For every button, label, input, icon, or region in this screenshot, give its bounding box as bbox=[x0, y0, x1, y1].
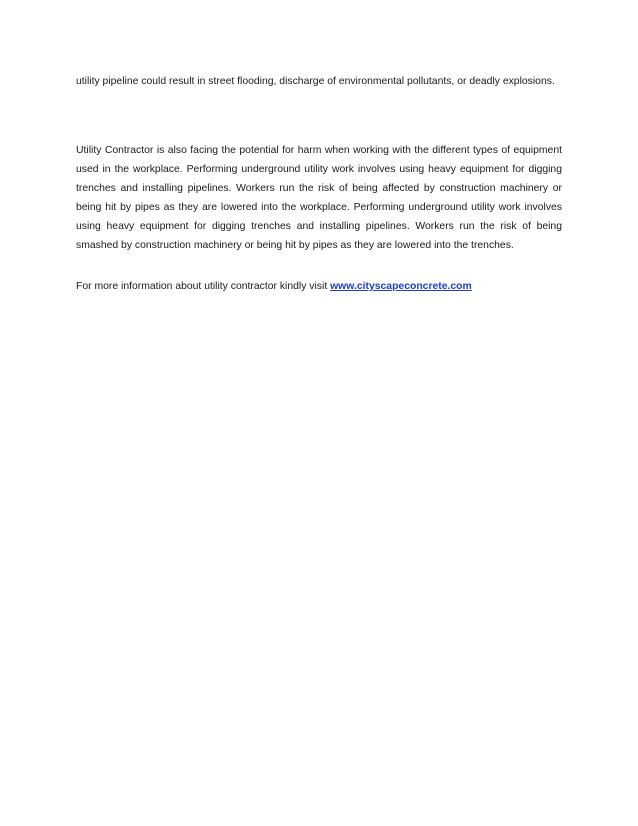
website-link[interactable]: www.cityscapeconcrete.com bbox=[330, 281, 472, 292]
more-info-line bbox=[76, 277, 562, 296]
more-info-text: For more information about utility contractor kindly visit bbox=[76, 281, 331, 292]
paragraph-pipeline-risks: utility pipeline could result in street flooding, discharge of environmental pollutants, or deadly explosions. bbox=[76, 76, 555, 87]
paragraph-equipment-hazards: Utility Contractor is also facing the potential for harm when working with the different types of equipment used in the workplace. Performing underground utility work involves using heavy equipment for digging trenches and installing pipelines. Workers run the risk of being affected by construction machinery or being hit by pipes as they are lowered into the workplace. Performing underground utility work involves using heavy equipment for digging trenches and installing pipelines. Workers run the risk of being smashed by construction machinery or being hit by pipes as they are lowered into the trenches. bbox=[76, 145, 562, 251]
